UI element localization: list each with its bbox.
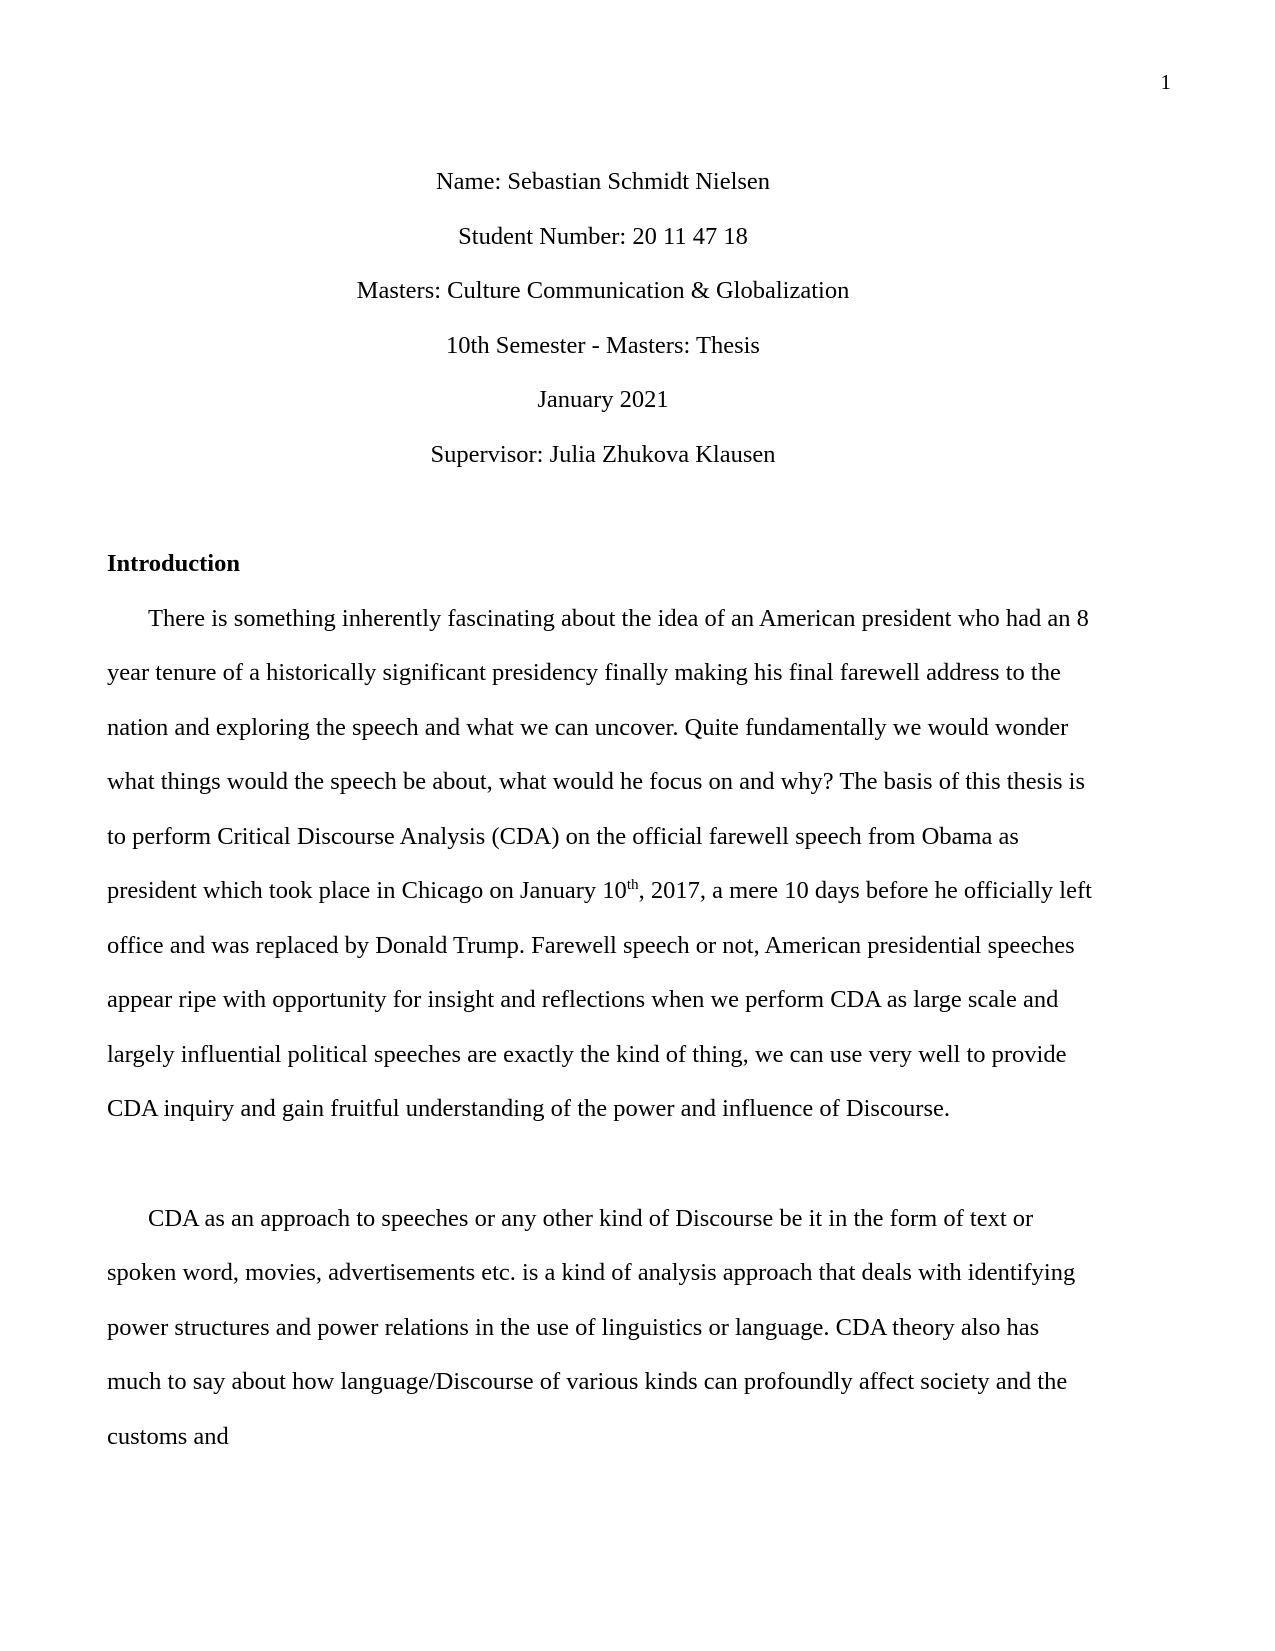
title-line-supervisor: Supervisor: Julia Zhukova Klausen <box>430 440 776 468</box>
paragraph-1-part-2: , 2017, a mere 10 days before he officially left office and was replaced by Donald Trump. Farewell speech or not, American presidential speeches appear ripe with opportunity for insight and reflections when we perform CDA as large scale and largely influential political speeches are exactly the kind of thing, we can use very well to provide CDA inquiry and gain fruitful understanding of the power and influence of Discourse. <box>107 877 1092 1122</box>
body-paragraph-1 <box>107 592 1099 1137</box>
paragraph-1-part-1: There is something inherently fascinating about the idea of an American president who had an 8 year tenure of a historically significant presidency finally making his final farewell address to the nation and exploring the speech and what we can uncover. Quite fundamentally we would wonder what things would the speech be about, what would he focus on and why? The basis of this thesis is to perform Critical Discourse Analysis (CDA) on the official farewell speech from Obama as president which took place in Chicago on January 10 <box>107 604 1089 904</box>
title-line-masters-program: Masters: Culture Communication & Globalization <box>356 277 850 304</box>
body-paragraph-2: CDA as an approach to speeches or any other kind of Discourse be it in the form of text or spoken word, movies, advertisements etc. is a kind of analysis approach that deals with identifying power structures and power relations in the use of linguistics or language. CDA theory also has much to say about how language/Discourse of various kinds can profoundly affect society and the customs and <box>107 1204 1076 1450</box>
title-block <box>107 155 1099 482</box>
ordinal-superscript: th <box>626 875 639 893</box>
page-number: 1 <box>1160 70 1171 94</box>
section-heading-introduction: Introduction <box>107 550 240 577</box>
title-line-student-number: Student Number: 20 11 47 18 <box>458 222 748 250</box>
title-line-semester: 10th Semester - Masters: Thesis <box>446 331 760 359</box>
title-line-date: January 2021 <box>537 386 669 413</box>
paragraph-spacer <box>107 1137 1099 1192</box>
title-line-name: Name: Sebastian Schmidt Nielsen <box>435 168 771 195</box>
page-content <box>107 155 1099 1464</box>
